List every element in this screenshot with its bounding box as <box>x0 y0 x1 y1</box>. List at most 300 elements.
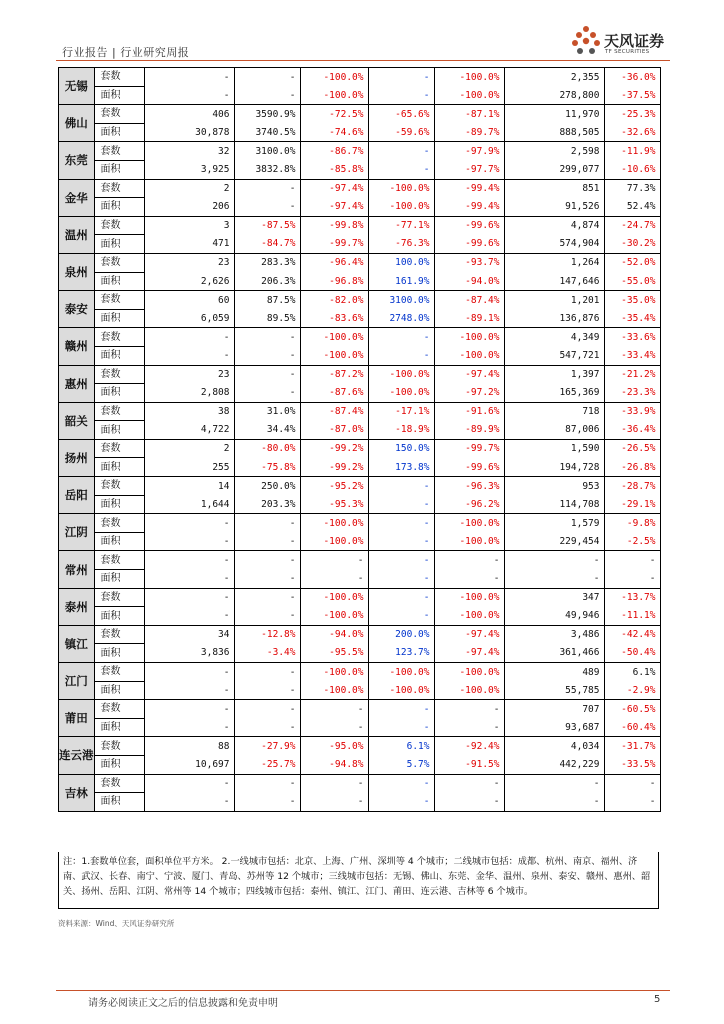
metric-label: 套数 <box>94 514 144 533</box>
table-cell: -97.4% <box>434 625 504 644</box>
table-cell: -87.0% <box>300 421 368 440</box>
metric-label: 套数 <box>94 439 144 458</box>
table-cell: -100.0% <box>300 86 368 105</box>
table-cell: -100.0% <box>434 588 504 607</box>
table-cell: 100.0% <box>368 253 434 272</box>
table-cell: - <box>368 68 434 87</box>
table-cell: 34 <box>144 625 234 644</box>
table-cell: - <box>144 514 234 533</box>
table-cell: - <box>144 532 234 551</box>
table-row <box>59 718 661 737</box>
table-cell: -99.7% <box>300 235 368 254</box>
table-cell: -97.7% <box>434 160 504 179</box>
table-cell: -100.0% <box>300 328 368 347</box>
table-cell: 77.3% <box>604 179 660 198</box>
table-row <box>59 235 661 254</box>
city-name: 金华 <box>59 179 95 216</box>
table-cell: - <box>604 793 660 812</box>
table-cell: - <box>368 793 434 812</box>
city-name: 东莞 <box>59 142 95 179</box>
table-cell: 23 <box>144 365 234 384</box>
table-cell: -89.1% <box>434 309 504 328</box>
table-cell: -97.4% <box>434 644 504 663</box>
table-row <box>59 700 661 719</box>
table-cell: -100.0% <box>300 681 368 700</box>
table-cell: -33.9% <box>604 402 660 421</box>
table-cell: - <box>604 570 660 589</box>
city-name: 无锡 <box>59 68 95 105</box>
table-cell: 2,626 <box>144 272 234 291</box>
table-cell: 406 <box>144 105 234 124</box>
table-cell: - <box>144 681 234 700</box>
metric-label: 面积 <box>94 384 144 403</box>
table-cell: 5.7% <box>368 755 434 774</box>
table-cell: - <box>234 346 300 365</box>
table-cell: - <box>368 551 434 570</box>
table-cell: -100.0% <box>300 588 368 607</box>
table-cell: 3100.0% <box>234 142 300 161</box>
table-cell: 60 <box>144 291 234 310</box>
city-name: 岳阳 <box>59 477 95 514</box>
metric-label: 套数 <box>94 700 144 719</box>
table-row <box>59 142 661 161</box>
table-cell: 10,697 <box>144 755 234 774</box>
table-cell: -100.0% <box>300 346 368 365</box>
table-cell: 489 <box>504 663 604 682</box>
source-note: 资料来源：Wind、天风证券研究所 <box>58 919 175 928</box>
table-cell: 347 <box>504 588 604 607</box>
table-cell: - <box>144 68 234 87</box>
table-cell: 851 <box>504 179 604 198</box>
table-cell: 283.3% <box>234 253 300 272</box>
table-row <box>59 681 661 700</box>
table-cell: - <box>300 793 368 812</box>
table-cell: -100.0% <box>300 514 368 533</box>
metric-label: 面积 <box>94 755 144 774</box>
metric-label: 面积 <box>94 309 144 328</box>
table-cell: 87,006 <box>504 421 604 440</box>
table-cell: -86.7% <box>300 142 368 161</box>
table-cell: 471 <box>144 235 234 254</box>
table-cell: -72.5% <box>300 105 368 124</box>
table-cell: 718 <box>504 402 604 421</box>
table-cell: 2,808 <box>144 384 234 403</box>
table-cell: -35.0% <box>604 291 660 310</box>
table-cell: - <box>234 328 300 347</box>
table-cell: 229,454 <box>504 532 604 551</box>
table-cell: - <box>234 607 300 626</box>
table-cell: 91,526 <box>504 198 604 217</box>
city-name: 韶关 <box>59 402 95 439</box>
metric-label: 套数 <box>94 253 144 272</box>
table-cell: - <box>144 793 234 812</box>
table-cell: - <box>368 718 434 737</box>
table-cell: 87.5% <box>234 291 300 310</box>
table-cell: -74.6% <box>300 123 368 142</box>
table-cell: - <box>234 588 300 607</box>
table-cell: - <box>434 551 504 570</box>
table-row <box>59 644 661 663</box>
table-cell: -25.7% <box>234 755 300 774</box>
table-cell: -87.2% <box>300 365 368 384</box>
table-cell: 206.3% <box>234 272 300 291</box>
table-cell: 953 <box>504 477 604 496</box>
metric-label: 套数 <box>94 588 144 607</box>
table-cell: -97.4% <box>300 198 368 217</box>
table-cell: - <box>368 142 434 161</box>
table-row <box>59 365 661 384</box>
table-cell: - <box>504 570 604 589</box>
table-cell: - <box>368 700 434 719</box>
city-name: 江阴 <box>59 514 95 551</box>
table-cell: -100.0% <box>434 346 504 365</box>
table-cell: 255 <box>144 458 234 477</box>
city-name: 泉州 <box>59 253 95 290</box>
table-row <box>59 291 661 310</box>
table-cell: -75.8% <box>234 458 300 477</box>
table-cell: -100.0% <box>300 68 368 87</box>
city-name: 江门 <box>59 663 95 700</box>
table-cell: -100.0% <box>300 663 368 682</box>
table-cell: 547,721 <box>504 346 604 365</box>
table-cell: -100.0% <box>434 86 504 105</box>
table-cell: -99.6% <box>434 458 504 477</box>
table-cell: - <box>144 346 234 365</box>
table-row <box>59 663 661 682</box>
table-cell: -33.6% <box>604 328 660 347</box>
table-row <box>59 179 661 198</box>
table-cell: -91.6% <box>434 402 504 421</box>
footer-rule <box>56 990 670 991</box>
table-cell: -52.0% <box>604 253 660 272</box>
table-cell: - <box>234 681 300 700</box>
table-cell: -95.3% <box>300 495 368 514</box>
table-cell: - <box>234 570 300 589</box>
table-cell: -94.8% <box>300 755 368 774</box>
table-cell: - <box>434 570 504 589</box>
metric-label: 套数 <box>94 328 144 347</box>
table-cell: -18.9% <box>368 421 434 440</box>
table-cell: 123.7% <box>368 644 434 663</box>
table-cell: - <box>234 793 300 812</box>
table-cell: - <box>368 570 434 589</box>
table-cell: 14 <box>144 477 234 496</box>
metric-label: 面积 <box>94 160 144 179</box>
table-cell: 2748.0% <box>368 309 434 328</box>
table-row <box>59 551 661 570</box>
table-cell: -28.7% <box>604 477 660 496</box>
table-cell: -26.5% <box>604 439 660 458</box>
table-cell: -12.8% <box>234 625 300 644</box>
table-cell: -35.4% <box>604 309 660 328</box>
table-cell: -80.0% <box>234 439 300 458</box>
table-cell: -2.5% <box>604 532 660 551</box>
metric-label: 套数 <box>94 551 144 570</box>
table-cell: 2 <box>144 179 234 198</box>
table-cell: 1,397 <box>504 365 604 384</box>
metric-label: 面积 <box>94 793 144 812</box>
metric-label: 面积 <box>94 346 144 365</box>
table-cell: - <box>300 718 368 737</box>
table-cell: 34.4% <box>234 421 300 440</box>
table-cell: 1,579 <box>504 514 604 533</box>
table-cell: 2,598 <box>504 142 604 161</box>
table-cell: 89.5% <box>234 309 300 328</box>
table-cell: -87.5% <box>234 216 300 235</box>
table-cell: - <box>234 532 300 551</box>
table-cell: - <box>144 607 234 626</box>
metric-label: 面积 <box>94 644 144 663</box>
table-cell: -95.2% <box>300 477 368 496</box>
table-cell: -95.0% <box>300 737 368 756</box>
table-cell: 6,059 <box>144 309 234 328</box>
table-cell: - <box>604 551 660 570</box>
table-cell: -99.6% <box>434 235 504 254</box>
table-cell: -87.1% <box>434 105 504 124</box>
city-name: 莆田 <box>59 700 95 737</box>
table-cell: -92.4% <box>434 737 504 756</box>
table-cell: - <box>434 793 504 812</box>
metric-label: 套数 <box>94 291 144 310</box>
table-cell: - <box>434 700 504 719</box>
table-cell: 3,925 <box>144 160 234 179</box>
table-cell: 203.3% <box>234 495 300 514</box>
table-cell: - <box>300 570 368 589</box>
table-cell: - <box>144 588 234 607</box>
table-cell: -50.4% <box>604 644 660 663</box>
table-cell: - <box>144 700 234 719</box>
table-cell: -31.7% <box>604 737 660 756</box>
table-cell: 136,876 <box>504 309 604 328</box>
table-cell: -25.3% <box>604 105 660 124</box>
table-cell: - <box>144 551 234 570</box>
table-row <box>59 198 661 217</box>
table-cell: -29.1% <box>604 495 660 514</box>
table-row <box>59 439 661 458</box>
city-name: 扬州 <box>59 439 95 476</box>
table-row <box>59 253 661 272</box>
metric-label: 套数 <box>94 774 144 793</box>
table-cell: - <box>300 700 368 719</box>
table-cell: -96.4% <box>300 253 368 272</box>
table-row <box>59 216 661 235</box>
table-cell: - <box>368 86 434 105</box>
table-cell: -9.8% <box>604 514 660 533</box>
table-cell: 1,590 <box>504 439 604 458</box>
table-cell: -89.9% <box>434 421 504 440</box>
table-cell: 250.0% <box>234 477 300 496</box>
table-cell: -100.0% <box>434 68 504 87</box>
table-cell: -33.5% <box>604 755 660 774</box>
table-cell: -65.6% <box>368 105 434 124</box>
city-name: 镇江 <box>59 625 95 662</box>
table-cell: -96.3% <box>434 477 504 496</box>
table-cell: -36.4% <box>604 421 660 440</box>
table-cell: 442,229 <box>504 755 604 774</box>
table-cell: 88 <box>144 737 234 756</box>
table-cell: -100.0% <box>434 681 504 700</box>
table-cell: -87.4% <box>434 291 504 310</box>
table-cell: 6.1% <box>368 737 434 756</box>
table-cell: 206 <box>144 198 234 217</box>
table-cell: 200.0% <box>368 625 434 644</box>
table-row <box>59 737 661 756</box>
metric-label: 面积 <box>94 421 144 440</box>
city-name: 泰州 <box>59 588 95 625</box>
table-body <box>59 68 661 812</box>
table-cell: -32.6% <box>604 123 660 142</box>
table-cell: 4,034 <box>504 737 604 756</box>
table-row <box>59 755 661 774</box>
table-cell: 707 <box>504 700 604 719</box>
table-cell: -100.0% <box>368 365 434 384</box>
metric-label: 面积 <box>94 458 144 477</box>
table-cell: -84.7% <box>234 235 300 254</box>
table-cell: -77.1% <box>368 216 434 235</box>
metric-label: 套数 <box>94 365 144 384</box>
table-row <box>59 495 661 514</box>
city-name: 赣州 <box>59 328 95 365</box>
table-cell: - <box>368 346 434 365</box>
table-row <box>59 793 661 812</box>
table-cell: -26.8% <box>604 458 660 477</box>
table-cell: -83.6% <box>300 309 368 328</box>
metric-label: 面积 <box>94 532 144 551</box>
table-cell: -99.7% <box>434 439 504 458</box>
table-cell: - <box>144 328 234 347</box>
table-cell: - <box>234 663 300 682</box>
table-cell: -93.7% <box>434 253 504 272</box>
table-cell: 299,077 <box>504 160 604 179</box>
table-cell: - <box>368 514 434 533</box>
metric-label: 面积 <box>94 198 144 217</box>
table-cell: 3 <box>144 216 234 235</box>
metric-label: 面积 <box>94 718 144 737</box>
table-cell: -91.5% <box>434 755 504 774</box>
table-cell: 147,646 <box>504 272 604 291</box>
metric-label: 面积 <box>94 123 144 142</box>
table-row <box>59 68 661 87</box>
metric-label: 套数 <box>94 625 144 644</box>
table-row <box>59 346 661 365</box>
table-cell: - <box>504 551 604 570</box>
table-cell: - <box>234 198 300 217</box>
table-cell: - <box>504 793 604 812</box>
table-cell: -100.0% <box>368 681 434 700</box>
table-cell: - <box>368 477 434 496</box>
table-cell: - <box>234 365 300 384</box>
table-cell: 2,355 <box>504 68 604 87</box>
table-cell: -100.0% <box>434 514 504 533</box>
table-row <box>59 607 661 626</box>
table-cell: -94.0% <box>300 625 368 644</box>
table-cell: -36.0% <box>604 68 660 87</box>
table-row <box>59 588 661 607</box>
table-cell: -30.2% <box>604 235 660 254</box>
table-cell: 1,644 <box>144 495 234 514</box>
table-cell: -100.0% <box>434 532 504 551</box>
table-cell: -13.7% <box>604 588 660 607</box>
table-cell: 93,687 <box>504 718 604 737</box>
page-number: 5 <box>654 994 661 1005</box>
table-cell: -87.6% <box>300 384 368 403</box>
table-cell: - <box>368 607 434 626</box>
table-cell: - <box>368 495 434 514</box>
metric-label: 面积 <box>94 235 144 254</box>
table-cell: - <box>368 328 434 347</box>
table-cell: -96.8% <box>300 272 368 291</box>
table-cell: - <box>144 774 234 793</box>
table-row <box>59 160 661 179</box>
table-note: 注：1.套数单位套，面积单位平方米。 2.一线城市包括：北京、上海、广州、深圳等 4 个城市；二线城市包括：成都、杭州、南京、福州、济南、武汉、长春、南宁、宁波、厦门、青岛、苏州等 12 个城市；三线城市包括：无锡、佛山、东莞、金华、温州、泉州、泰安、赣州、惠州、韶关、扬州、岳阳、江阴、常州等 14 个城市；四线城市包括：泰州、镇江、江门、莆田、连云港、吉林等 6 个城市。 <box>58 852 659 909</box>
table-cell: - <box>234 700 300 719</box>
metric-label: 套数 <box>94 216 144 235</box>
city-name: 温州 <box>59 216 95 253</box>
table-cell: - <box>234 68 300 87</box>
table-cell: -99.8% <box>300 216 368 235</box>
table-cell: -21.2% <box>604 365 660 384</box>
table-cell: -97.2% <box>434 384 504 403</box>
table-cell: 23 <box>144 253 234 272</box>
metric-label: 套数 <box>94 663 144 682</box>
table-cell: -99.4% <box>434 198 504 217</box>
metric-label: 面积 <box>94 272 144 291</box>
table-cell: - <box>504 774 604 793</box>
table-row <box>59 477 661 496</box>
table-cell: -42.4% <box>604 625 660 644</box>
table-cell: -60.4% <box>604 718 660 737</box>
table-row <box>59 272 661 291</box>
brand-name-cn: 天风证券 <box>604 32 665 50</box>
metric-label: 套数 <box>94 179 144 198</box>
metric-label: 面积 <box>94 570 144 589</box>
table-cell: -100.0% <box>368 663 434 682</box>
table-cell: -37.5% <box>604 86 660 105</box>
table-row <box>59 86 661 105</box>
brand-logo-icon <box>570 24 602 58</box>
table-cell: 4,349 <box>504 328 604 347</box>
table-cell: - <box>144 86 234 105</box>
table-cell: - <box>604 774 660 793</box>
metric-label: 套数 <box>94 105 144 124</box>
table-row <box>59 105 661 124</box>
footer-disclaimer: 请务必阅读正文之后的信息披露和免责申明 <box>88 998 278 1009</box>
table-cell: 11,970 <box>504 105 604 124</box>
table-cell: 4,874 <box>504 216 604 235</box>
table-cell: 278,800 <box>504 86 604 105</box>
metric-label: 面积 <box>94 495 144 514</box>
table-cell: -11.9% <box>604 142 660 161</box>
table-cell: -99.2% <box>300 439 368 458</box>
table-cell: -99.6% <box>434 216 504 235</box>
table-cell: 3590.9% <box>234 105 300 124</box>
table-row <box>59 458 661 477</box>
table-cell: 3100.0% <box>368 291 434 310</box>
table-cell: - <box>300 551 368 570</box>
header-rule <box>56 60 670 61</box>
table-cell: -100.0% <box>434 328 504 347</box>
table-cell: - <box>234 514 300 533</box>
table-cell: 3740.5% <box>234 123 300 142</box>
table-cell: -55.0% <box>604 272 660 291</box>
table-cell: 574,904 <box>504 235 604 254</box>
table-cell: -94.0% <box>434 272 504 291</box>
table-cell: 6.1% <box>604 663 660 682</box>
table-cell: -97.4% <box>300 179 368 198</box>
table-cell: - <box>368 160 434 179</box>
table-cell: -60.5% <box>604 700 660 719</box>
table-cell: 31.0% <box>234 402 300 421</box>
